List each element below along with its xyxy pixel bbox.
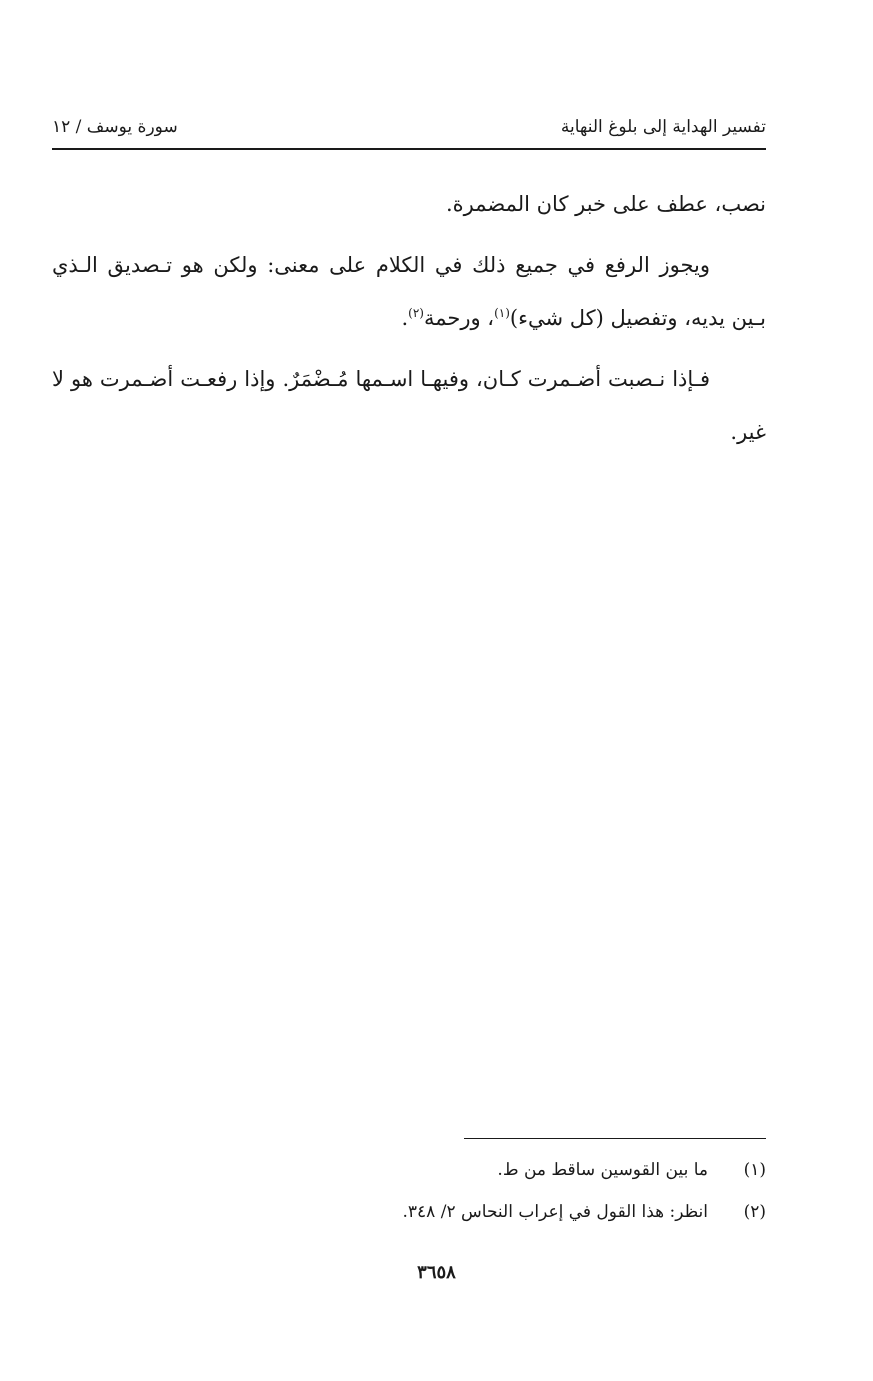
main-text — [52, 178, 766, 459]
running-header — [52, 112, 766, 142]
footnote-item — [52, 1160, 766, 1202]
footnote-marker-1[interactable]: (١) — [494, 306, 510, 320]
paragraph-2 — [52, 239, 766, 345]
footnote-text: ما بين القوسين ساقط من ط. — [497, 1160, 708, 1180]
paragraph-3-text: فـإذا نـصبت أضـمرت كـان، وفيهـا اسـمها مُـضْمَرٌ. وإذا رفعـت أضـمرت هو لا غير. — [52, 367, 766, 444]
book-title: تفسير الهداية إلى بلوغ النهاية — [560, 117, 766, 137]
footnotes — [52, 1160, 766, 1244]
page-number: ٣٦٥٨ — [417, 1262, 456, 1283]
footnote-item — [52, 1202, 766, 1244]
surah-label: سورة يوسف / ١٢ — [52, 117, 178, 137]
footnote-marker-2[interactable]: (٢) — [408, 306, 424, 320]
footnote-text: انظر: هذا القول في إعراب النحاس ٢/ ٣٤٨. — [402, 1202, 708, 1222]
footnote-number: (١) — [743, 1160, 766, 1180]
paragraph-2-text: ويجوز الرفع في جميع ذلك في الكلام على معنى: ولكن هو تـصديق الـذي بـين يديه، وتفصيل (كل شيء) — [52, 253, 766, 330]
paragraph-1-text: نصب، عطف على خبر كان المضمرة. — [445, 192, 766, 216]
header-rule — [52, 148, 766, 150]
paragraph-2-end: . — [401, 306, 409, 330]
footnote-rule — [464, 1138, 766, 1139]
paragraph-3 — [52, 353, 766, 459]
paragraph-1 — [52, 178, 766, 231]
paragraph-2-continued: ، ورحمة — [423, 306, 495, 330]
footnote-number: (٢) — [743, 1202, 766, 1222]
